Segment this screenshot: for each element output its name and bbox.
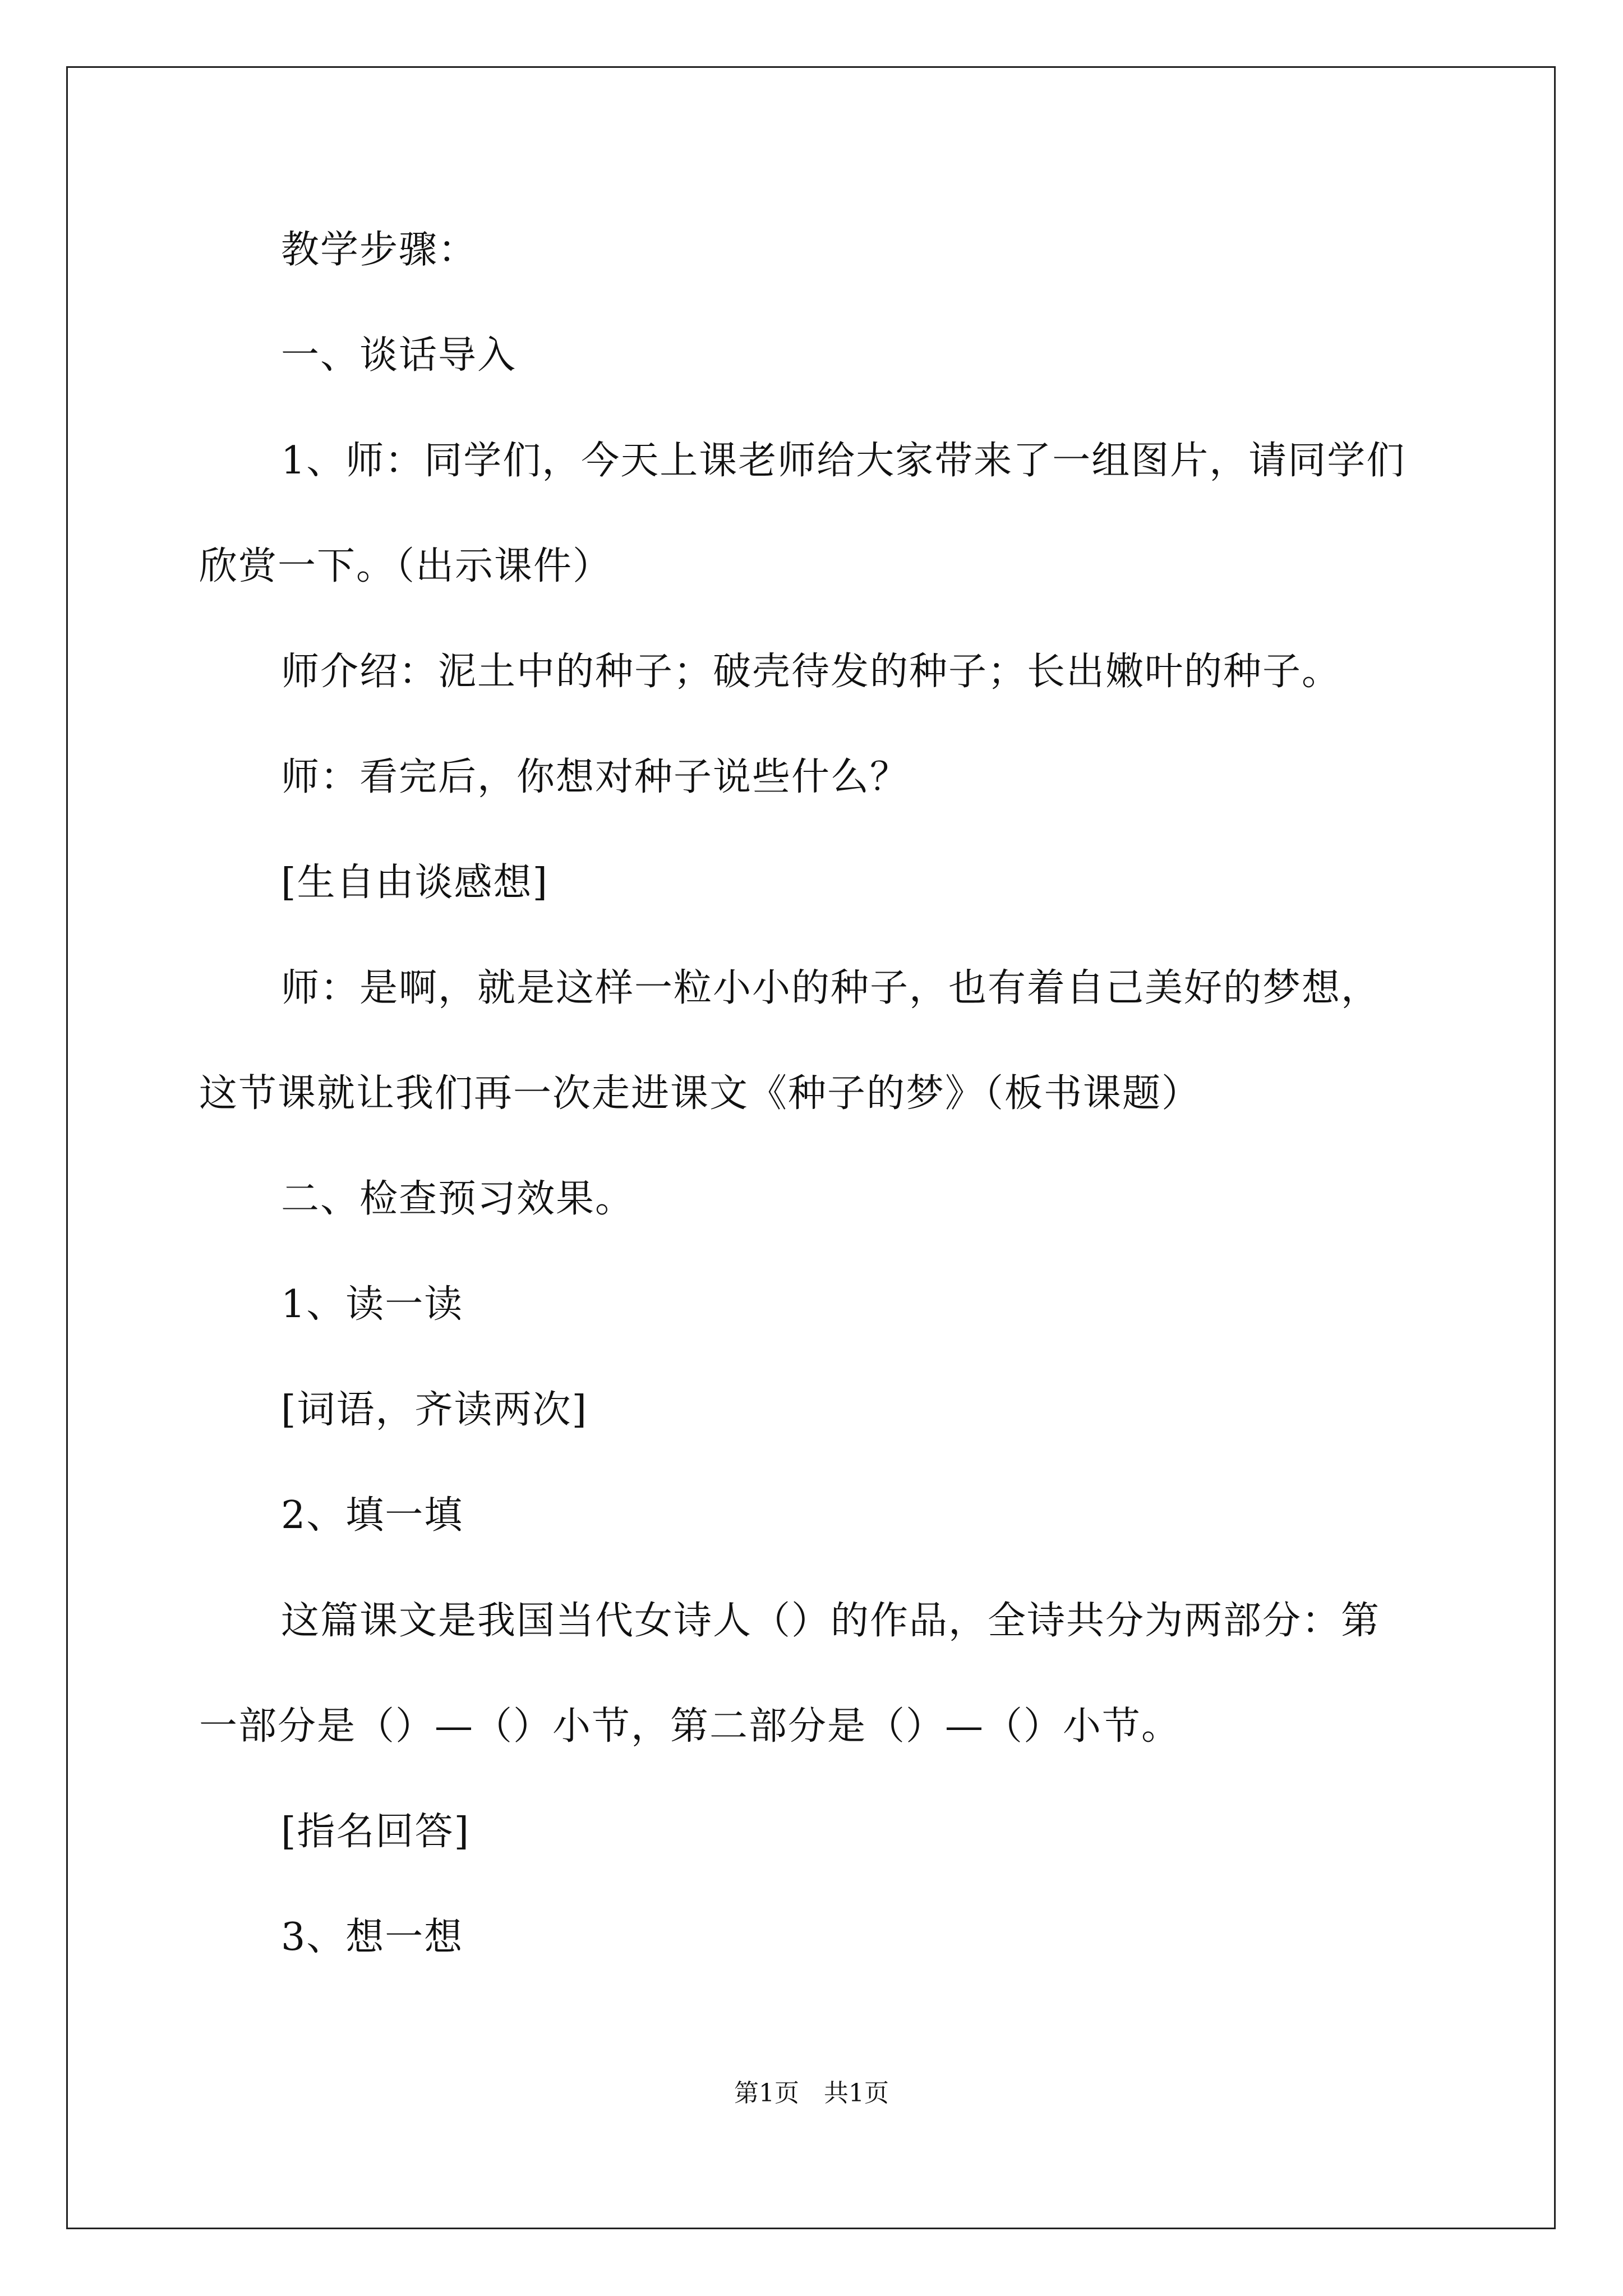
text-line-1: 教学步骤：	[281, 228, 478, 272]
text-line-2: 一、谈话导入	[281, 333, 517, 378]
text-line-14: 这篇课文是我国当代女诗人（）的作品，全诗共分为两部分：第	[281, 1599, 1381, 1643]
text-line-17: 3、想一想	[281, 1915, 464, 1959]
page-number-footer: 第1页 共1页	[734, 2079, 889, 2108]
text-line-10: 二、检查预习效果。	[281, 1177, 635, 1221]
document-body	[199, 223, 1427, 2016]
text-line-6: 师：看完后，你想对种子说些什么？	[281, 755, 910, 799]
text-line-15: 一部分是（）—（）小节，第二部分是（）—（）小节。	[199, 1704, 1181, 1749]
text-line-5: 师介绍：泥土中的种子；破壳待发的种子；长出嫩叶的种子。	[281, 650, 1341, 694]
text-line-3: 1、师：同学们，今天上课老师给大家带来了一组图片，请同学们	[281, 439, 1406, 483]
text-line-9: 这节课就让我们再一次走进课文《种子的梦》（板书课题）	[199, 1071, 1201, 1116]
text-line-13: 2、填一填	[281, 1493, 464, 1538]
text-line-11: 1、读一读	[281, 1282, 464, 1327]
text-line-7: [生自由谈感想]	[281, 861, 549, 905]
text-line-12: [词语，齐读两次]	[281, 1388, 588, 1432]
text-line-8: 师：是啊，就是这样一粒小小的种子，也有着自己美好的梦想，	[281, 966, 1381, 1010]
text-line-16: [指名回答]	[281, 1810, 471, 1854]
text-line-4: 欣赏一下。（出示课件）	[199, 544, 612, 588]
